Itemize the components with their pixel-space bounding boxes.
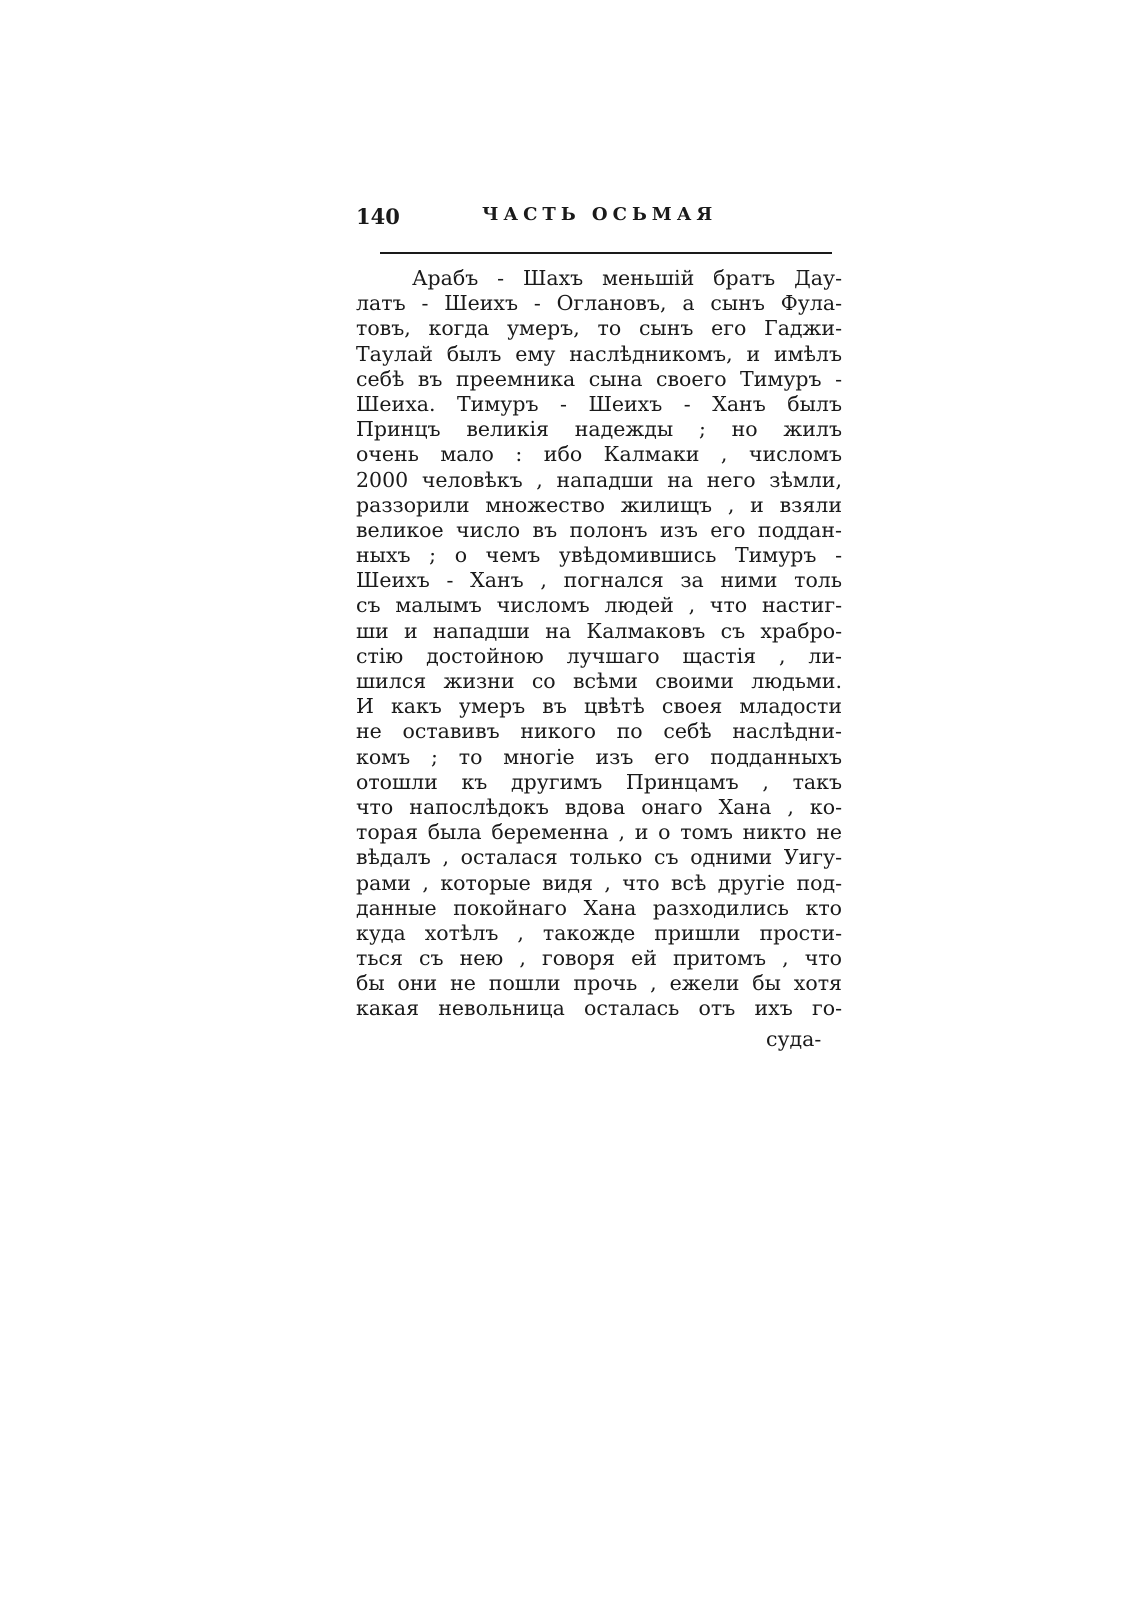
header-rule (380, 252, 832, 254)
text-line: раззорили множество жилищъ , и взяли (356, 492, 842, 517)
page-number: 140 (356, 204, 400, 229)
text-line: великое число въ полонъ изъ его поддан- (356, 517, 842, 542)
text-line: съ малымъ числомъ людей , что настиг- (356, 593, 842, 618)
page-header (352, 204, 842, 234)
text-line: какая невольница осталась отъ ихъ го- (356, 996, 842, 1021)
body-text (356, 266, 842, 1022)
text-line: очень мало : ибо Калмаки , числомъ (356, 442, 842, 467)
text-line: 2000 человѣкъ , нападши на него зѣмли, (356, 467, 842, 492)
text-line: ши и нападши на Калмаковъ съ храбро- (356, 618, 842, 643)
text-line: Принцъ великія надежды ; но жилъ (356, 417, 842, 442)
text-line: латъ - Шеихъ - Оглановъ, а сынъ Фула- (356, 291, 842, 316)
text-line: что напослѣдокъ вдова онаго Хана , ко- (356, 794, 842, 819)
text-line: рами , которые видя , что всѣ другіе под- (356, 870, 842, 895)
text-line: не оставивъ никого по себѣ наслѣдни- (356, 719, 842, 744)
text-line: куда хотѣлъ , такожде пришли прости- (356, 920, 842, 945)
running-head: ЧАСТЬ ОСЬМАЯ (482, 204, 718, 225)
text-line: ться съ нею , говоря ей притомъ , что (356, 946, 842, 971)
text-line: бы они не пошли прочь , ежели бы хотя (356, 971, 842, 996)
text-line: Таулай былъ ему наслѣдникомъ, и имѣлъ (356, 341, 842, 366)
text-line: себѣ въ преемника сына своего Тимуръ - (356, 366, 842, 391)
text-line: ныхъ ; о чемъ увѣдомившись Тимуръ - (356, 543, 842, 568)
text-line: Шеиха. Тимуръ - Шеихъ - Ханъ былъ (356, 391, 842, 416)
text-line: данные покойнаго Хана разходились кто (356, 895, 842, 920)
text-line: торая была беременна , и о томъ никто не (356, 820, 842, 845)
text-line: товъ, когда умеръ, то сынъ его Гаджи- (356, 316, 842, 341)
text-line: Арабъ - Шахъ меньшій братъ Дау- (412, 266, 842, 290)
text-line: стію достойною лучшаго щастія , ли- (356, 643, 842, 668)
text-line: И какъ умеръ въ цвѣтѣ своея младости (356, 694, 842, 719)
text-line: комъ ; то многіе изъ его подданныхъ (356, 744, 842, 769)
catchword: суда- (766, 1027, 822, 1051)
text-line: вѣдалъ , осталася только съ одними Уигу- (356, 845, 842, 870)
text-line: отошли къ другимъ Принцамъ , такъ (356, 769, 842, 794)
text-line: шился жизни со всѣми своими людьми. (356, 669, 842, 693)
text-line: Шеихъ - Ханъ , погнался за ними толь (356, 568, 842, 593)
